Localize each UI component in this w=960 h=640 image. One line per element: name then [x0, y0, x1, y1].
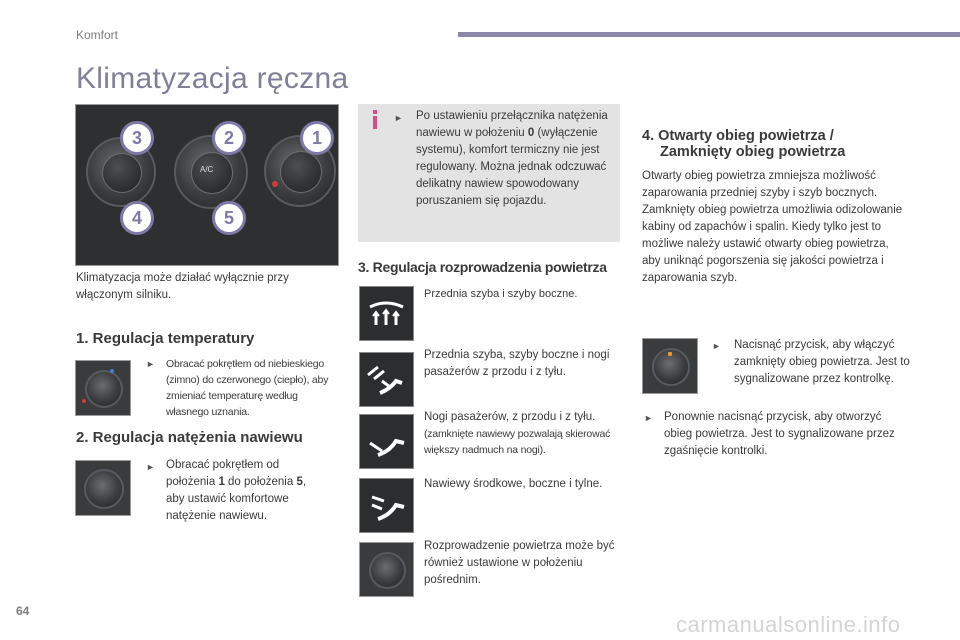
section4-heading: 4. Otwarty obieg powietrza / Zamknięty obieg powietrza	[642, 128, 846, 160]
item2-text: Przednia szyba, szyby boczne i nogi pasażerów z przodu i z tyłu.	[424, 349, 610, 378]
item5-text: Rozprowadzenie powietrza może być również ustawione w położeniu pośrednim.	[424, 540, 615, 586]
section1-bullet: Obracać pokrętłem od niebieskiego (zimno) do czerwonego (ciepło), aby zmieniać temperaturę według własnego uznania.	[166, 358, 329, 418]
section4-bullet1: Nacisnąć przycisk, aby włączyć zamknięty obieg powietrza. Jest to sygnalizowane przez kontrolkę.	[734, 339, 910, 385]
watermark: carmanualsonline.info	[676, 612, 901, 637]
section4-bullet2: Ponownie nacisnąć przycisk, aby otworzyć obieg powietrza. Jest to sygnalizowane przez zgaśnięcie kontrolki.	[664, 411, 895, 457]
badge-4: 4	[120, 201, 154, 235]
info-box	[358, 104, 620, 242]
badge-2: 2	[212, 121, 246, 155]
item3-icon-box	[359, 414, 414, 469]
section1-heading: 1. Regulacja temperatury	[76, 330, 255, 347]
item4-icon-box	[359, 478, 414, 533]
windscreen-and-feet-icon	[360, 353, 413, 406]
section3-heading: 3. Regulacja rozprowadzenia powietrza	[358, 259, 607, 275]
page-title: Klimatyzacja ręczna	[76, 62, 349, 95]
bullet-arrow-icon: ►	[146, 359, 155, 369]
section2-heading: 2. Regulacja natężenia nawiewu	[76, 429, 303, 446]
info-icon	[370, 110, 380, 130]
intro-text: Klimatyzacja może działać wyłącznie przy włączonym silniku.	[76, 272, 289, 301]
bullet-arrow-icon: ►	[146, 462, 155, 472]
distribution-knob-icon	[369, 552, 406, 589]
item3-text: Nogi pasażerów, z przodu i z tyłu. (zamknięte nawiewy pozwalają skierować większy nadmuch na nogi).	[424, 411, 611, 456]
bullet-arrow-icon: ►	[394, 113, 403, 123]
temperature-knob-photo	[75, 360, 131, 416]
section-label: Komfort	[76, 28, 119, 42]
badge-1: 1	[300, 121, 334, 155]
header-bar	[458, 32, 960, 37]
section4-body: Otwarty obieg powietrza zmniejsza możliwość zaparowania przedniej szyby i szyb bocznych. Zamknięty obieg powietrza umożliwia odizolowanie kabiny od zapachów i spalin. Kiedy tylko jest to możliwe należy ustawić otwarty obieg powietrza, aby uniknąć pogorszenia się jakości powietrza i zaparowania szyb.	[642, 170, 903, 284]
item1-text: Przednia szyba i szyby boczne.	[424, 288, 578, 300]
badge-3: 3	[120, 121, 154, 155]
defrost-windscreen-icon	[360, 287, 413, 340]
item5-icon-box	[359, 542, 414, 597]
feet-icon	[360, 415, 413, 468]
badge-5: 5	[212, 201, 246, 235]
item1-icon-box	[359, 286, 414, 341]
ac-label: A/C	[200, 165, 214, 174]
bullet-arrow-icon: ►	[712, 341, 721, 351]
info-text: Po ustawieniu przełącznika natężenia nawiewu w położeniu 0 (wyłączenie systemu), komfort termiczny nie jest regulowany. Można jednak odczuwać delikatny nawiew spowodowany poruszaniem się pojazdu.	[416, 110, 608, 207]
item4-text: Nawiewy środkowe, boczne i tylne.	[424, 478, 603, 490]
recirculation-button-photo	[642, 338, 698, 394]
face-vents-icon	[360, 479, 413, 532]
control-panel-photo	[75, 104, 339, 266]
blower-knob-photo	[75, 460, 131, 516]
section2-bullet: Obracać pokrętłem od położenia 1 do położenia 5, aby ustawić komfortowe natężenie nawiewu.	[166, 459, 307, 522]
page-number: 64	[16, 604, 30, 618]
item2-icon-box	[359, 352, 414, 407]
bullet-arrow-icon: ►	[644, 413, 653, 423]
